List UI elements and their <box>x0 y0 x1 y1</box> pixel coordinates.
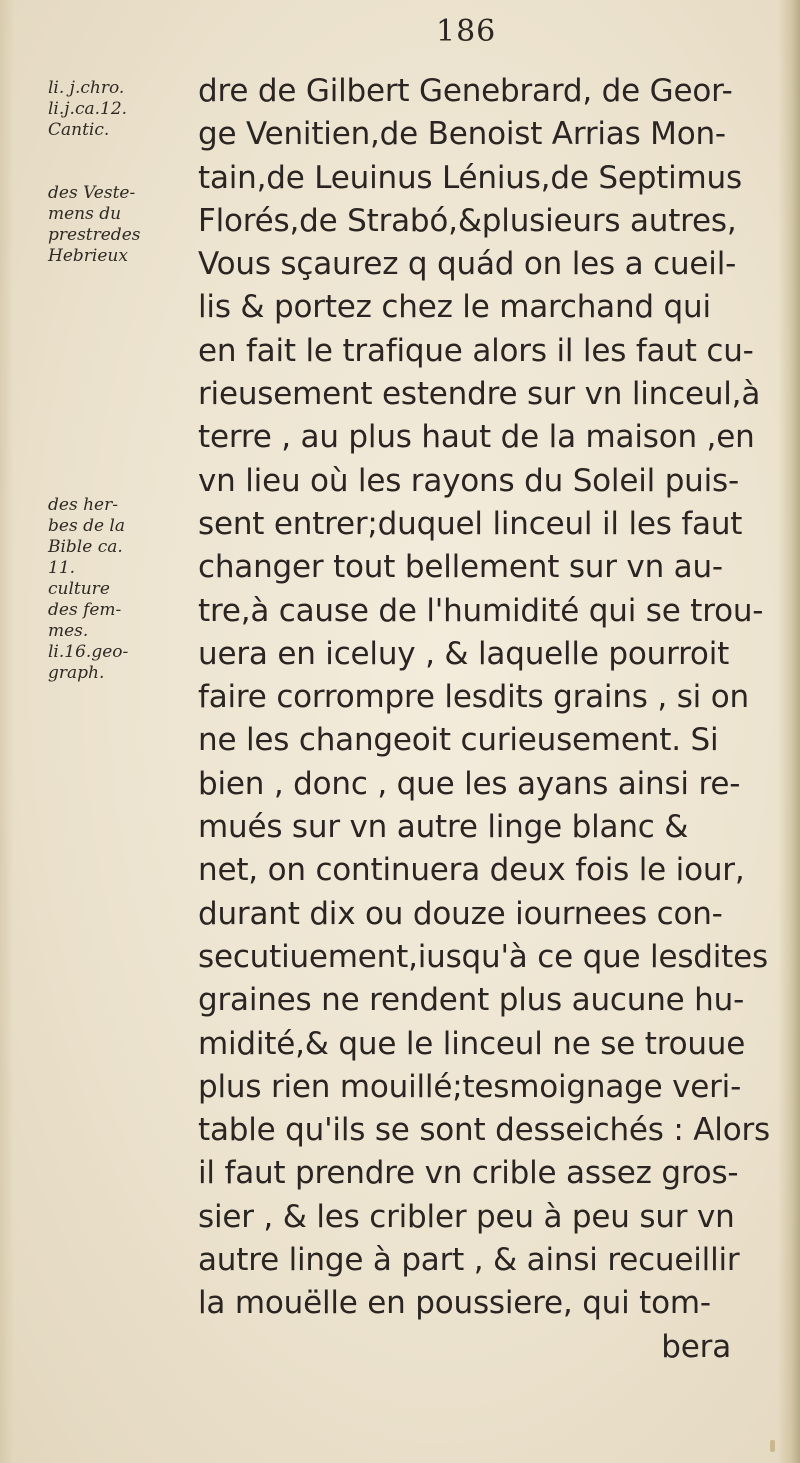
page-number: 186 <box>436 14 497 49</box>
text-line: la mouëlle en poussiere, qui tom- <box>198 1285 711 1322</box>
margin-note: 11. <box>48 558 76 578</box>
text-line: faire corrompre lesdits grains , si on <box>198 679 749 716</box>
margin-note: mes. <box>48 621 89 641</box>
text-line: uera en iceluy , & laquelle pourroit <box>198 635 730 672</box>
margin-note: li. j.chro. <box>48 78 125 98</box>
margin-note: mens du <box>48 204 122 224</box>
text-line: Florés,de Strabó,&plusieurs autres, <box>198 202 737 239</box>
catchword: bera <box>661 1328 731 1365</box>
body-text <box>198 70 770 1369</box>
margin-note: des Veste- <box>48 183 136 203</box>
text-line: mués sur vn autre linge blanc & <box>198 809 689 846</box>
text-line: tre,à cause de l'humidité qui se trou- <box>198 592 764 629</box>
margin-note: li.16.geo- <box>48 642 129 662</box>
page-edge-right <box>778 0 800 1463</box>
text-line: rieusement estendre sur vn linceul,à <box>198 376 761 413</box>
margin-note: bes de la <box>48 516 125 536</box>
text-line: secutiuement,iusqu'à ce que lesdites <box>198 938 768 975</box>
text-line: vn lieu où les rayons du Soleil puis- <box>198 462 739 499</box>
text-line: bien , donc , que les ayans ainsi re- <box>198 765 741 802</box>
text-line: autre linge à part , & ainsi recueillir <box>198 1242 740 1279</box>
margin-note: graph. <box>48 663 105 683</box>
text-line: ne les changeoit curieusement. Si <box>198 722 719 759</box>
text-line: lis & portez chez le marchand qui <box>198 289 711 326</box>
margin-note: Cantic. <box>48 120 110 140</box>
text-line: ge Venitien,de Benoist Arrias Mon- <box>198 116 726 153</box>
text-line: tain,de Leuinus Lénius,de Septimus <box>198 159 742 196</box>
text-line: midité,& que le linceul ne se trouue <box>198 1025 746 1062</box>
text-line: durant dix ou douze iournees con- <box>198 895 723 932</box>
margin-note: Hebrieux <box>48 246 128 266</box>
margin-note: culture <box>48 579 110 599</box>
text-line: terre , au plus haut de la maison ,en <box>198 419 755 456</box>
text-line: dre de Gilbert Genebrard, de Geor- <box>198 73 733 109</box>
text-line: il faut prendre vn crible assez gros- <box>198 1155 739 1192</box>
text-line: en fait le trafique alors il les faut cu- <box>198 332 754 369</box>
text-line: net, on continuera deux fois le iour, <box>198 852 745 889</box>
margin-spacer <box>48 141 188 183</box>
text-line: plus rien mouillé;tesmoignage veri- <box>198 1068 742 1105</box>
page-edge-left <box>0 0 14 1463</box>
text-line: sier , & les cribler peu à peu sur vn <box>198 1198 735 1235</box>
margin-note: des her- <box>48 495 118 515</box>
text-line: table qu'ils se sont desseichés : Alors <box>198 1112 770 1149</box>
margin-note: prestredes <box>48 225 141 245</box>
margin-note: li.j.ca.12. <box>48 99 128 119</box>
margin-note: Bible ca. <box>48 537 123 557</box>
margin-notes <box>48 78 188 684</box>
text-line: sent entrer;duquel linceul il les faut <box>198 505 743 542</box>
margin-note: des fem- <box>48 600 122 620</box>
text-line: changer tout bellement sur vn au- <box>198 549 723 586</box>
ink-smudge <box>770 1440 775 1452</box>
text-line: graines ne rendent plus aucune hu- <box>198 982 745 1019</box>
margin-spacer <box>48 267 188 495</box>
text-line: Vous sçaurez q quád on les a cueil- <box>198 246 737 283</box>
